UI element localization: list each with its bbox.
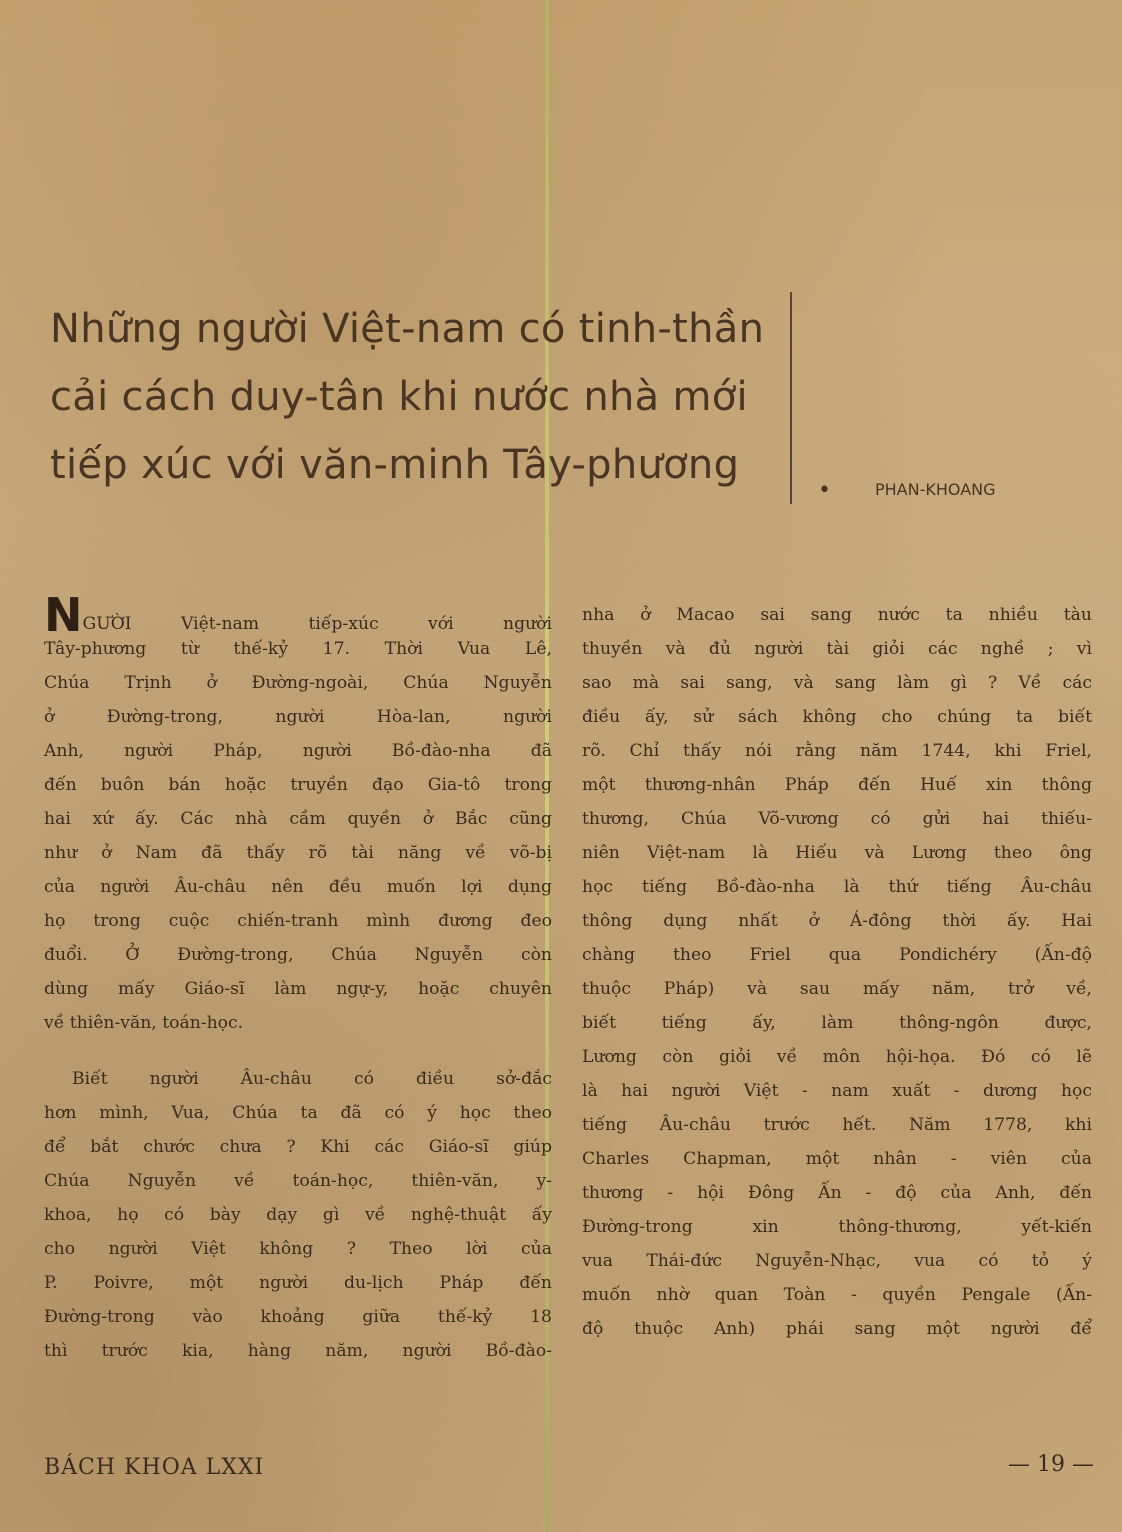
text-line: tiếng Âu-châu trước hết. Năm 1778, khi: [582, 1115, 1092, 1135]
title-line: Những người Việt-nam có tinh-thần: [50, 306, 765, 352]
text-line: đuổi. Ở Đường-trong, Chúa Nguyễn còn: [44, 945, 552, 965]
title-line: cải cách duy-tân khi nước nhà mới: [50, 374, 748, 420]
text-line: Tây-phương từ thế-kỷ 17. Thời Vua Lê,: [44, 639, 552, 659]
text-line: Anh, người Pháp, người Bồ-đào-nha đã: [44, 741, 552, 761]
text-line: học tiếng Bồ-đào-nha là thứ tiếng Âu-châu: [582, 877, 1092, 897]
text-line: hơn mình, Vua, Chúa ta đã có ý học theo: [44, 1103, 552, 1123]
text-line: ở Đường-trong, người Hòa-lan, người: [44, 707, 552, 727]
text-line: là hai người Việt - nam xuất - dương học: [582, 1081, 1092, 1101]
text-line: điều ấy, sử sách không cho chúng ta biết: [582, 707, 1092, 727]
text-line: hai xứ ấy. Các nhà cầm quyền ở Bắc cũng: [44, 809, 552, 829]
bullet-icon: •: [818, 478, 831, 503]
text-line: họ trong cuộc chiến-tranh mình đương đeo: [44, 911, 552, 931]
text-line: như ở Nam đã thấy rõ tài năng về võ-bị: [44, 843, 552, 863]
text-line: dùng mấy Giáo-sĩ làm ngự-y, hoặc chuyên: [44, 979, 552, 999]
text-line: Lương còn giỏi về môn hội-họa. Đó có lẽ: [582, 1047, 1092, 1067]
text-line: cho người Việt không ? Theo lời của: [44, 1239, 552, 1259]
right-column: [582, 598, 1092, 1346]
text-line: đến buôn bán hoặc truyền đạo Gia-tô trong: [44, 775, 552, 795]
text-line: sao mà sai sang, và sang làm gì ? Về các: [582, 673, 1092, 693]
title-line: tiếp xúc với văn-minh Tây-phương: [50, 442, 740, 488]
text-line: P. Poivre, một người du-lịch Pháp đến: [44, 1273, 552, 1293]
text-line: biết tiếng ấy, làm thông-ngôn được,: [582, 1013, 1092, 1033]
article-title: [50, 295, 790, 499]
text-line: về thiên-văn, toán-học.: [44, 1013, 244, 1033]
text-line: khoa, họ có bày dạy gì về nghệ-thuật ấy: [44, 1205, 552, 1225]
text-line: niên Việt-nam là Hiếu và Lương theo ông: [582, 843, 1092, 863]
page-number: — 19 —: [1008, 1452, 1094, 1477]
text-line: thì trước kia, hàng năm, người Bồ-đào-: [44, 1341, 552, 1361]
text-line: Chúa Trịnh ở Đường-ngoài, Chúa Nguyễn: [44, 673, 552, 693]
text-line: thuyền và đủ người tài giỏi các nghề ; vì: [582, 639, 1092, 659]
text-line: rõ. Chỉ thấy nói rằng năm 1744, khi Friel,: [582, 741, 1092, 761]
text-line: một thương-nhân Pháp đến Huế xin thông: [582, 775, 1092, 795]
publication-name: BÁCH KHOA LXXI: [44, 1455, 265, 1480]
text-line: Biết người Âu-châu có điều sở-đắc: [72, 1069, 552, 1089]
text-line: Đường-trong xin thông-thương, yết-kiến: [582, 1217, 1092, 1237]
text-line: Đường-trong vào khoảng giữa thế-kỷ 18: [44, 1307, 552, 1327]
author-name: PHAN-KHOANG: [874, 480, 996, 499]
drop-cap: N: [44, 588, 83, 642]
text-line: Chúa Nguyễn về toán-học, thiên-văn, y-: [44, 1171, 552, 1191]
text-line: chàng theo Friel qua Pondichéry (Ấn-độ: [582, 945, 1092, 965]
text-line: thương, Chúa Võ-vương có gửi hai thiếu-: [582, 809, 1092, 829]
left-column: [44, 588, 552, 1368]
text-line: độ thuộc Anh) phái sang một người để: [582, 1319, 1092, 1339]
title-divider: [790, 292, 792, 504]
text-line: nha ở Macao sai sang nước ta nhiều tàu: [582, 605, 1092, 625]
text-line: để bắt chước chưa ? Khi các Giáo-sĩ giúp: [44, 1137, 552, 1157]
text-line: Charles Chapman, một nhân - viên của: [582, 1149, 1092, 1169]
text-line: muốn nhờ quan Toàn - quyền Pengale (Ấn-: [582, 1285, 1092, 1305]
text-line: của người Âu-châu nên đều muốn lợi dụng: [44, 877, 552, 897]
text-line: thông dụng nhất ở Á-đông thời ấy. Hai: [582, 911, 1092, 931]
text-line: vua Thái-đức Nguyễn-Nhạc, vua có tỏ ý: [582, 1251, 1092, 1271]
text-line: NGƯỜI Việt-nam tiếp-xúc với người: [44, 588, 552, 642]
text-line: thuộc Pháp) và sau mấy năm, trở về,: [582, 979, 1092, 999]
text-line: thương - hội Đông Ấn - độ của Anh, đến: [582, 1183, 1092, 1203]
author-byline: [818, 478, 996, 503]
